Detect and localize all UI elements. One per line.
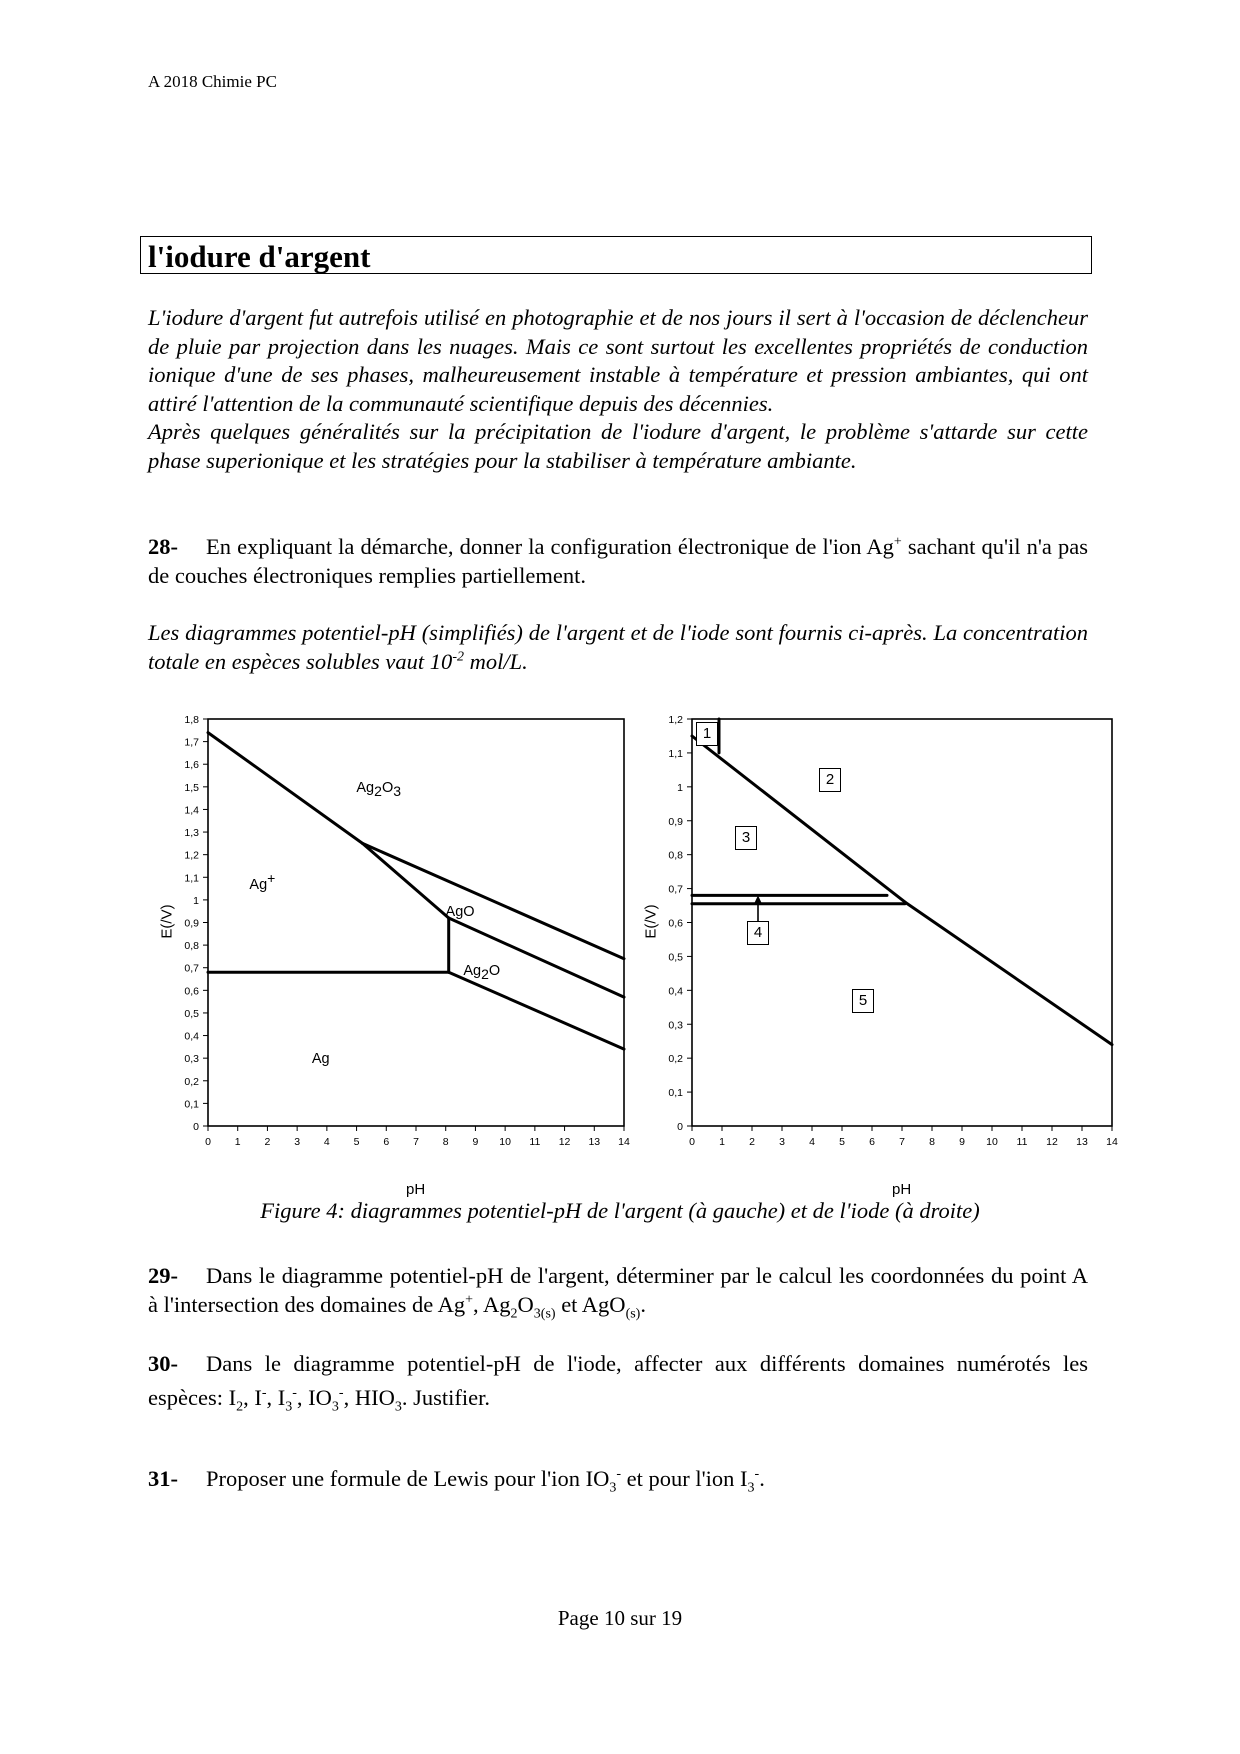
question-text: et AgO bbox=[555, 1291, 626, 1317]
y-tick-label: 0,2 bbox=[184, 1075, 199, 1088]
x-tick-label: 10 bbox=[986, 1136, 998, 1148]
x-tick-label: 5 bbox=[353, 1136, 360, 1148]
x-tick-label: 12 bbox=[558, 1136, 571, 1148]
x-axis-title: pH bbox=[406, 1181, 426, 1198]
subscript: 3 bbox=[609, 1480, 617, 1496]
y-tick-label: 0,7 bbox=[668, 883, 683, 896]
domain-number-box: 3 bbox=[735, 826, 757, 850]
domain-label: Ag bbox=[311, 1051, 330, 1068]
y-tick-label: 1,1 bbox=[184, 872, 199, 885]
intro-paragraph bbox=[148, 304, 1088, 475]
domain-label: $Ag_2O_3$ bbox=[356, 780, 402, 799]
domain-number-box: 4 bbox=[747, 921, 769, 945]
superscript: + bbox=[893, 534, 902, 550]
x-tick-label: 13 bbox=[1076, 1136, 1088, 1148]
question-text: En expliquant la démarche, donner la configuration électronique de l'ion Ag bbox=[206, 534, 894, 559]
domain-number-box: 1 bbox=[696, 722, 718, 746]
plot-frame bbox=[208, 719, 624, 1126]
y-axis-title: E(/V) bbox=[642, 903, 660, 939]
x-tick-label: 1 bbox=[719, 1136, 725, 1148]
subscript: 3(s) bbox=[533, 1306, 556, 1321]
question-text: et pour l'ion I bbox=[621, 1466, 748, 1491]
superscript: + bbox=[465, 1292, 474, 1307]
x-tick-label: 3 bbox=[779, 1136, 785, 1148]
y-tick-label: 0,7 bbox=[184, 962, 199, 975]
superscript: -2 bbox=[452, 649, 464, 664]
x-tick-label: 7 bbox=[413, 1136, 419, 1148]
subscript: 3 bbox=[331, 1399, 339, 1415]
boundary-line bbox=[692, 736, 905, 902]
y-tick-label: 0,4 bbox=[184, 1030, 199, 1043]
y-tick-label: 0 bbox=[193, 1121, 199, 1133]
note-text: Les diagrammes potentiel-pH (simplifiés) de l'argent et de l'iode sont fournis ci-après. La concentration totale en espèces solubles vaut 10 bbox=[148, 620, 1088, 674]
subscript: 3 bbox=[394, 1399, 402, 1415]
x-tick-label: 6 bbox=[869, 1136, 875, 1148]
y-tick-label: 1,2 bbox=[184, 849, 199, 862]
boundary-line bbox=[905, 902, 1112, 1045]
question-number: 30- bbox=[148, 1351, 178, 1376]
y-axis-title: E(/V) bbox=[158, 903, 176, 939]
intro-text-1: L'iodure d'argent fut autrefois utilisé en photographie et de nos jours il sert à l'occasion de déclencheur de pluie par projection dans les nuages. Mais ce sont surtout les excellentes propriétés de conduction ionique d'une de ses phases, malheureusement instable à température et pression ambiantes, qui ont attiré l'attention de la communauté scientifique depuis des décennies. bbox=[148, 305, 1088, 416]
question-text: sachant qu'il n'a pas de couches électroniques remplies partiellement. bbox=[148, 534, 1088, 588]
boundary-line bbox=[363, 843, 625, 958]
x-tick-label: 14 bbox=[618, 1136, 630, 1148]
y-tick-label: 0,5 bbox=[184, 1007, 199, 1020]
subscript: 2 bbox=[236, 1399, 244, 1415]
question-text: , I bbox=[266, 1385, 286, 1410]
y-tick-label: 0,8 bbox=[184, 940, 199, 953]
domain-label: $Ag_2O$ bbox=[463, 963, 501, 983]
question-28 bbox=[148, 533, 1088, 590]
question-30 bbox=[148, 1347, 1088, 1415]
y-tick-label: 0,3 bbox=[184, 1053, 199, 1066]
y-tick-label: 0,5 bbox=[668, 951, 683, 964]
y-tick-label: 1,4 bbox=[184, 804, 199, 817]
question-29 bbox=[148, 1262, 1088, 1319]
x-tick-label: 4 bbox=[323, 1136, 330, 1148]
x-tick-label: 1 bbox=[234, 1136, 241, 1148]
subscript: 3 bbox=[285, 1399, 293, 1415]
intro-text-2: Après quelques généralités sur la précipitation de l'iodure d'argent, le problème s'attarde sur cette phase superionique et les stratégies pour la stabiliser à température ambiante. bbox=[148, 419, 1088, 473]
y-tick-label: 0,9 bbox=[668, 815, 683, 828]
x-tick-label: 8 bbox=[929, 1136, 935, 1148]
question-text: . Justifier. bbox=[401, 1385, 490, 1410]
question-text: Proposer une formule de Lewis pour l'ion IO bbox=[206, 1466, 610, 1491]
x-tick-label: 5 bbox=[839, 1136, 845, 1148]
question-number: 28- bbox=[148, 534, 178, 559]
y-tick-label: 1,8 bbox=[184, 714, 199, 726]
question-text: , I bbox=[243, 1385, 262, 1410]
question-number: 31- bbox=[148, 1466, 178, 1491]
x-tick-label: 2 bbox=[264, 1136, 271, 1148]
x-tick-label: 11 bbox=[1016, 1136, 1028, 1148]
y-tick-label: 0,2 bbox=[668, 1053, 683, 1066]
superscript: - bbox=[292, 1385, 297, 1401]
x-tick-label: 13 bbox=[588, 1136, 601, 1148]
question-text: . bbox=[759, 1466, 765, 1491]
question-text: . bbox=[640, 1291, 646, 1317]
y-tick-label: 0 bbox=[677, 1121, 683, 1133]
question-text: , IO bbox=[296, 1385, 332, 1410]
figure-caption: Figure 4: diagrammes potentiel-pH de l'argent (à gauche) et de l'iode (à droite) bbox=[260, 1198, 980, 1223]
x-tick-label: 11 bbox=[529, 1136, 541, 1148]
x-tick-label: 6 bbox=[383, 1136, 390, 1148]
x-tick-label: 7 bbox=[899, 1136, 905, 1148]
superscript: - bbox=[754, 1466, 760, 1482]
page-footer: Page 10 sur 19 bbox=[557, 1606, 683, 1630]
y-tick-label: 1,2 bbox=[668, 714, 683, 726]
x-tick-label: 10 bbox=[499, 1136, 511, 1148]
x-tick-label: 2 bbox=[749, 1136, 755, 1148]
domain-number-box: 2 bbox=[819, 768, 841, 792]
y-tick-label: 1,6 bbox=[184, 759, 199, 772]
question-text: , HIO bbox=[343, 1385, 395, 1410]
x-tick-label: 9 bbox=[472, 1136, 479, 1148]
figure-4-charts bbox=[0, 700, 1240, 1220]
boundary-line bbox=[363, 843, 449, 918]
question-text: O bbox=[517, 1291, 534, 1317]
x-tick-label: 12 bbox=[1046, 1136, 1058, 1148]
y-tick-label: 1 bbox=[677, 781, 683, 794]
y-tick-label: 1,1 bbox=[668, 747, 683, 760]
y-tick-label: 0,1 bbox=[184, 1098, 199, 1111]
x-tick-label: 0 bbox=[689, 1136, 695, 1148]
subscript: 2 bbox=[510, 1306, 518, 1321]
y-tick-label: 0,8 bbox=[668, 849, 683, 862]
x-tick-label: 4 bbox=[809, 1136, 815, 1148]
y-tick-label: 0,9 bbox=[184, 917, 199, 930]
domain-label: AgO bbox=[445, 904, 475, 921]
note-text: mol/L. bbox=[463, 648, 528, 674]
x-tick-label: 0 bbox=[205, 1136, 211, 1148]
superscript: - bbox=[616, 1466, 622, 1482]
y-tick-label: 1,7 bbox=[184, 736, 199, 749]
x-tick-label: 3 bbox=[294, 1136, 301, 1148]
section-title-box bbox=[140, 236, 1092, 274]
boundary-line bbox=[208, 733, 363, 844]
section-title: l'iodure d'argent bbox=[148, 239, 371, 274]
y-tick-label: 1,5 bbox=[184, 781, 199, 794]
question-text: , Ag bbox=[473, 1291, 511, 1317]
question-text: Dans le diagramme potentiel-pH de l'iode, affecter aux différents domaines numérotés les espèces: I bbox=[148, 1351, 1088, 1410]
diagram-note bbox=[148, 619, 1088, 676]
x-axis-title: pH bbox=[892, 1181, 912, 1198]
question-31 bbox=[148, 1465, 1088, 1494]
question-text: Dans le diagramme potentiel-pH de l'argent, déterminer par le calcul les coordonnées du point A à l'intersection des domaines de Ag bbox=[148, 1263, 1088, 1317]
superscript: - bbox=[338, 1385, 344, 1401]
y-tick-label: 0,6 bbox=[184, 985, 199, 998]
y-tick-label: 0,6 bbox=[668, 917, 683, 930]
y-tick-label: 0,1 bbox=[668, 1087, 683, 1100]
domain-label: Ag+ bbox=[249, 870, 276, 894]
x-tick-label: 9 bbox=[959, 1136, 965, 1148]
subscript: (s) bbox=[625, 1306, 641, 1321]
x-tick-label: 8 bbox=[442, 1136, 449, 1148]
subscript: 3 bbox=[747, 1480, 755, 1496]
y-tick-label: 0,3 bbox=[668, 1019, 683, 1032]
y-tick-label: 1 bbox=[193, 894, 199, 907]
x-tick-label: 14 bbox=[1106, 1136, 1118, 1148]
superscript: - bbox=[261, 1385, 267, 1401]
question-number: 29- bbox=[148, 1263, 178, 1288]
y-tick-label: 0,4 bbox=[668, 985, 683, 998]
running-header: A 2018 Chimie PC bbox=[148, 72, 277, 91]
domain-number-box: 5 bbox=[852, 989, 874, 1013]
y-tick-label: 1,3 bbox=[184, 827, 199, 840]
